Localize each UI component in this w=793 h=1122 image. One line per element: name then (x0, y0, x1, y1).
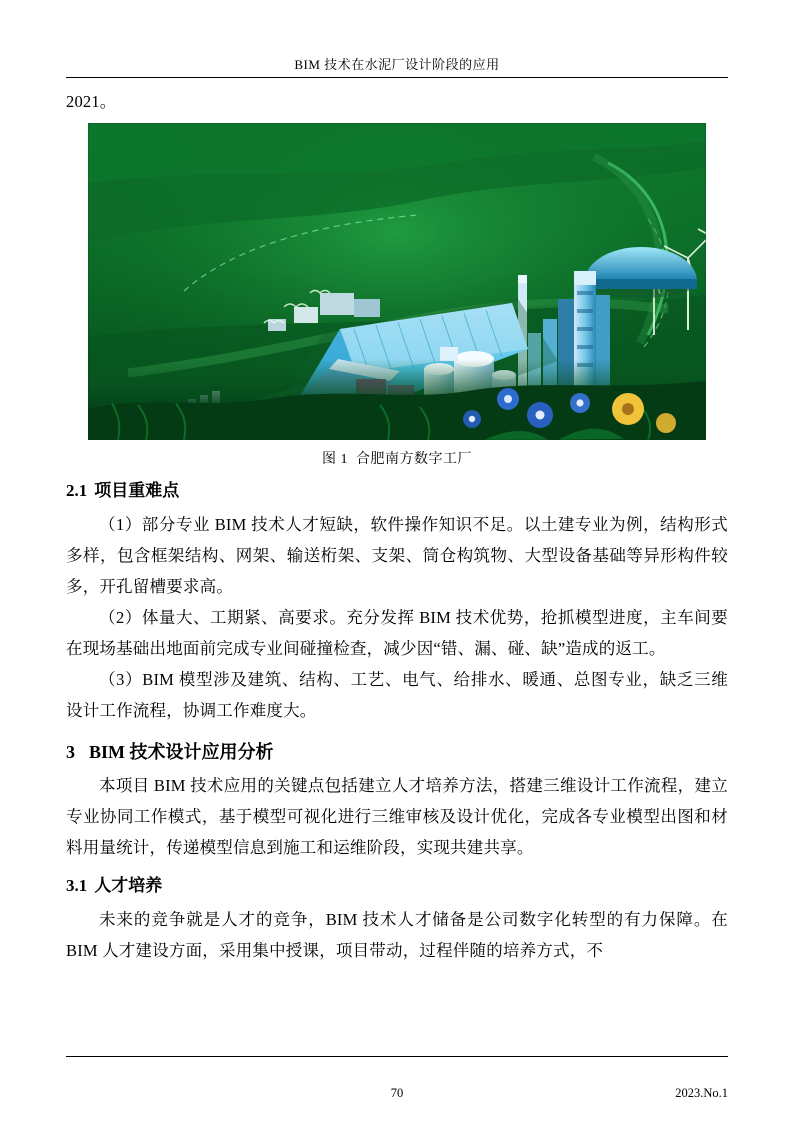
heading-3-1-number: 3.1 (66, 876, 88, 895)
figure-1 (66, 123, 728, 468)
heading-3-number: 3 (66, 742, 75, 762)
heading-2-1-title: 项目重难点 (94, 481, 180, 500)
heading-2-1 (66, 475, 728, 507)
figure-caption-number: 图 1 (322, 452, 348, 467)
digital-factory-rendering-icon (88, 123, 706, 440)
paragraph-2-1-2: （2）体量大、工期紧、高要求。充分发挥 BIM 技术优势，抢抓模型进度，主车间要在现场基础出地面前完成专业间碰撞检查，减少因“错、漏、碰、缺”造成的返工。 (66, 608, 728, 658)
figure-image (88, 123, 706, 440)
heading-3-1-title: 人才培养 (94, 876, 163, 895)
paragraph-2-1-1: （1）部分专业 BIM 技术人才短缺，软件操作知识不足。以土建专业为例，结构形式多样，包含框架结构、网架、输送桁架、支架、筒仓构筑物、大型设备基础等异形构件较多，开孔留槽要求高。 (66, 515, 728, 596)
heading-3-1 (66, 870, 728, 902)
figure-caption (66, 448, 728, 468)
header-divider (66, 77, 728, 78)
heading-3 (66, 736, 728, 768)
paragraph-3-1-1: 未来的竞争就是人才的竞争，BIM 技术人才储备是公司数字化转型的有力保障。在 BIM 人才建设方面，采用集中授课，项目带动，过程伴随的培养方式，不 (66, 910, 728, 960)
continued-line: 2021。 (66, 92, 117, 111)
heading-2-1-number: 2.1 (66, 481, 88, 500)
heading-3-title: BIM 技术设计应用分析 (89, 742, 274, 762)
header-title: BIM 技术在水泥厂设计阶段的应用 (294, 57, 500, 72)
page-content (66, 0, 728, 1122)
footer-divider (66, 1056, 728, 1057)
running-header (66, 54, 728, 77)
paragraph-2-1-3: （3）BIM 模型涉及建筑、结构、工艺、电气、给排水、暖通、总图专业，缺乏三维设计工作流程，协调工作难度大。 (66, 670, 728, 720)
figure-caption-text: 合肥南方数字工厂 (356, 452, 472, 467)
body-area (66, 86, 728, 966)
issue-label: 2023.No.1 (675, 1086, 728, 1100)
paragraph-3-1: 本项目 BIM 技术应用的关键点包括建立人才培养方法，搭建三维设计工作流程，建立专业协同工作模式，基于模型可视化进行三维审核及设计优化，完成各专业模型出图和材料用量统计，传递模型信息到施工和运维阶段，实现共建共享。 (66, 776, 728, 857)
page-number: 70 (390, 1086, 404, 1100)
